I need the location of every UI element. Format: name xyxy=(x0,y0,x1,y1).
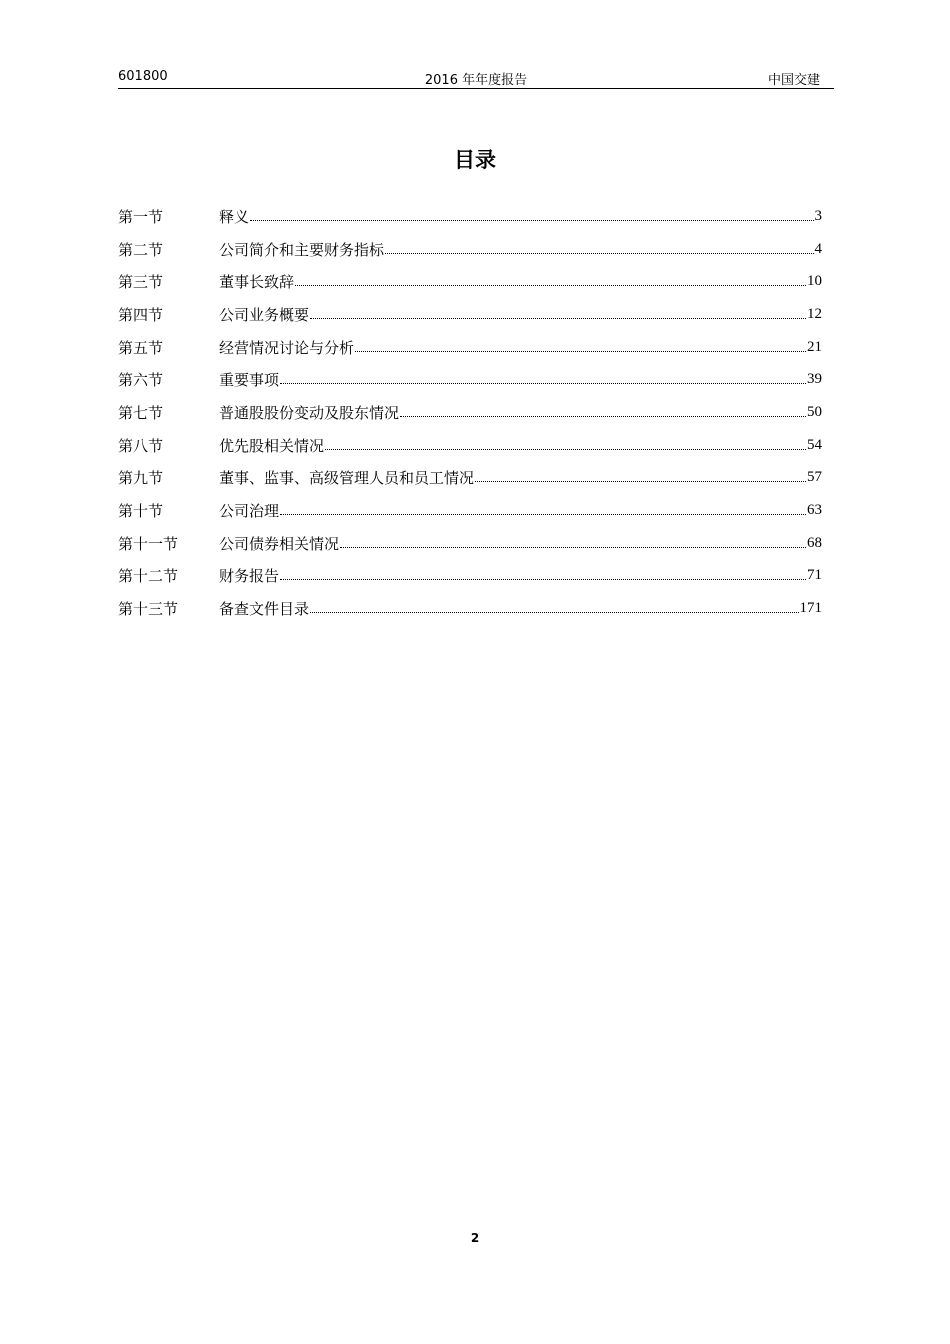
toc-page-number: 54 xyxy=(807,436,822,453)
toc-section-name: 公司简介和主要财务指标 xyxy=(219,240,385,259)
toc-entry[interactable] xyxy=(118,200,822,233)
toc-entry[interactable] xyxy=(118,494,822,527)
toc-section-name: 释义 xyxy=(219,207,250,226)
toc-leader-dots xyxy=(400,416,806,417)
toc-entry[interactable] xyxy=(118,560,822,593)
toc-section-label: 第二节 xyxy=(118,240,164,259)
toc-leader-dots xyxy=(295,285,806,286)
toc-leader-dots xyxy=(250,220,813,221)
toc-page-number: 50 xyxy=(807,403,822,420)
toc-page-number: 4 xyxy=(814,240,822,257)
report-title: 2016 年年度报告 xyxy=(424,73,528,88)
toc-leader-dots xyxy=(280,514,806,515)
toc-entry[interactable] xyxy=(118,363,822,396)
toc-section-name: 优先股相关情况 xyxy=(219,436,325,455)
toc-entry[interactable] xyxy=(118,298,822,331)
toc-leader-dots xyxy=(385,253,813,254)
toc-section-label: 第一节 xyxy=(118,207,164,226)
footer-page-number: 2 xyxy=(470,1231,480,1245)
toc-leader-dots xyxy=(310,318,806,319)
toc-entry[interactable] xyxy=(118,396,822,429)
toc-entry[interactable] xyxy=(118,331,822,364)
toc-page-number: 171 xyxy=(799,600,822,617)
stock-code: 601800 xyxy=(118,69,168,84)
toc-entry[interactable] xyxy=(118,265,822,298)
toc-leader-dots xyxy=(325,449,806,450)
table-of-contents xyxy=(118,200,822,625)
toc-leader-dots xyxy=(310,612,798,613)
toc-section-label: 第五节 xyxy=(118,338,164,357)
toc-section-label: 第四节 xyxy=(118,305,164,324)
toc-leader-dots xyxy=(475,481,806,482)
toc-section-name: 董事、监事、高级管理人员和员工情况 xyxy=(219,469,475,488)
toc-section-label: 第三节 xyxy=(118,273,164,292)
toc-section-label: 第七节 xyxy=(118,403,164,422)
toc-leader-dots xyxy=(280,383,806,384)
toc-section-label: 第六节 xyxy=(118,371,164,390)
toc-section-label: 第八节 xyxy=(118,436,164,455)
toc-section-label: 第十节 xyxy=(118,502,164,521)
toc-page-number: 10 xyxy=(807,273,822,290)
toc-section-name: 经营情况讨论与分析 xyxy=(219,338,355,357)
toc-section-name: 普通股股份变动及股东情况 xyxy=(219,403,400,422)
toc-entry[interactable] xyxy=(118,592,822,625)
toc-page-number: 21 xyxy=(807,338,822,355)
toc-leader-dots xyxy=(340,547,806,548)
toc-section-label: 第十二节 xyxy=(118,567,179,586)
toc-section-label: 第十一节 xyxy=(118,534,179,553)
toc-page-number: 63 xyxy=(807,502,822,519)
toc-page-number: 57 xyxy=(807,469,822,486)
toc-page-number: 71 xyxy=(807,567,822,584)
toc-section-name: 公司债券相关情况 xyxy=(219,534,340,553)
toc-title: 目录 xyxy=(454,148,496,172)
company-name: 中国交建 xyxy=(767,73,820,88)
toc-entry[interactable] xyxy=(118,462,822,495)
toc-section-name: 备查文件目录 xyxy=(219,600,310,619)
toc-leader-dots xyxy=(280,579,806,580)
toc-leader-dots xyxy=(355,351,806,352)
toc-section-label: 第九节 xyxy=(118,469,164,488)
toc-section-label: 第十三节 xyxy=(118,600,179,619)
toc-page-number: 39 xyxy=(807,371,822,388)
toc-page-number: 68 xyxy=(807,534,822,551)
toc-entry[interactable] xyxy=(118,429,822,462)
toc-page-number: 3 xyxy=(814,207,822,224)
toc-entry[interactable] xyxy=(118,527,822,560)
toc-page-number: 12 xyxy=(807,305,822,322)
toc-section-name: 公司业务概要 xyxy=(219,305,310,324)
toc-entry[interactable] xyxy=(118,233,822,266)
page-header xyxy=(118,66,834,89)
toc-section-name: 董事长致辞 xyxy=(219,273,295,292)
toc-section-name: 公司治理 xyxy=(219,502,280,521)
toc-section-name: 财务报告 xyxy=(219,567,280,586)
toc-section-name: 重要事项 xyxy=(219,371,280,390)
